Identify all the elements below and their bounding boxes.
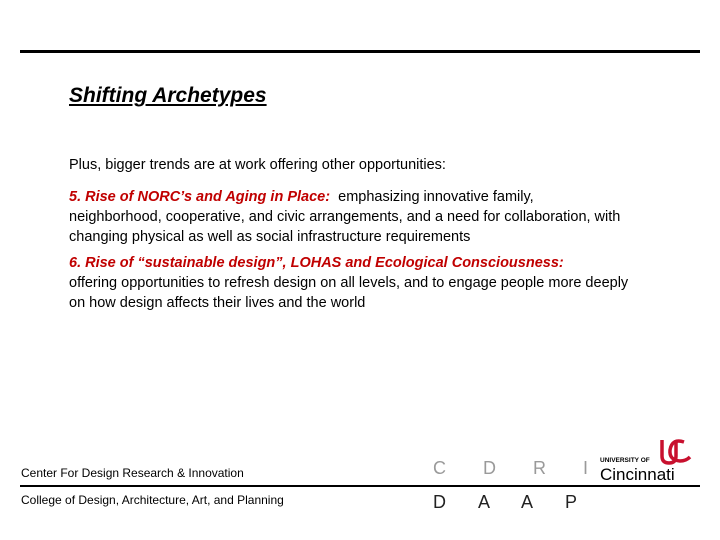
trend-item-6 [69, 253, 629, 313]
college-name: College of Design, Architecture, Art, and Planning [21, 493, 284, 507]
daap-logo: D A A P [433, 492, 592, 512]
uc-name: Cincinnati [600, 465, 675, 482]
trend-body: emphasizing innovative family, neighborhood, cooperative, and civic arrangements, and a need for collaboration, with changing physical as well as social infrastructure requirements [69, 189, 621, 245]
footer-divider [20, 485, 700, 487]
uc-top-line: UNIVERSITY OF [600, 457, 650, 464]
cdri-logo: C D R I [433, 458, 605, 478]
trend-heading: 6. Rise of “sustainable design”, LOHAS and Ecological Consciousness: [69, 255, 564, 271]
center-name: Center For Design Research & Innovation [21, 466, 244, 480]
slide-title: Shifting Archetypes [69, 84, 267, 107]
trend-item-5 [69, 187, 629, 247]
top-divider [20, 50, 700, 53]
uc-seal-icon [662, 440, 690, 463]
trend-body: offering opportunities to refresh design on all levels, and to engage people more deeply on how design affects their lives and the world [69, 275, 629, 311]
intro-text: Plus, bigger trends are at work offering other opportunities: [69, 157, 446, 173]
slide-content [69, 155, 629, 319]
trend-heading: 5. Rise of NORC’s and Aging in Place: [69, 189, 331, 205]
university-of-cincinnati-logo [600, 436, 698, 482]
